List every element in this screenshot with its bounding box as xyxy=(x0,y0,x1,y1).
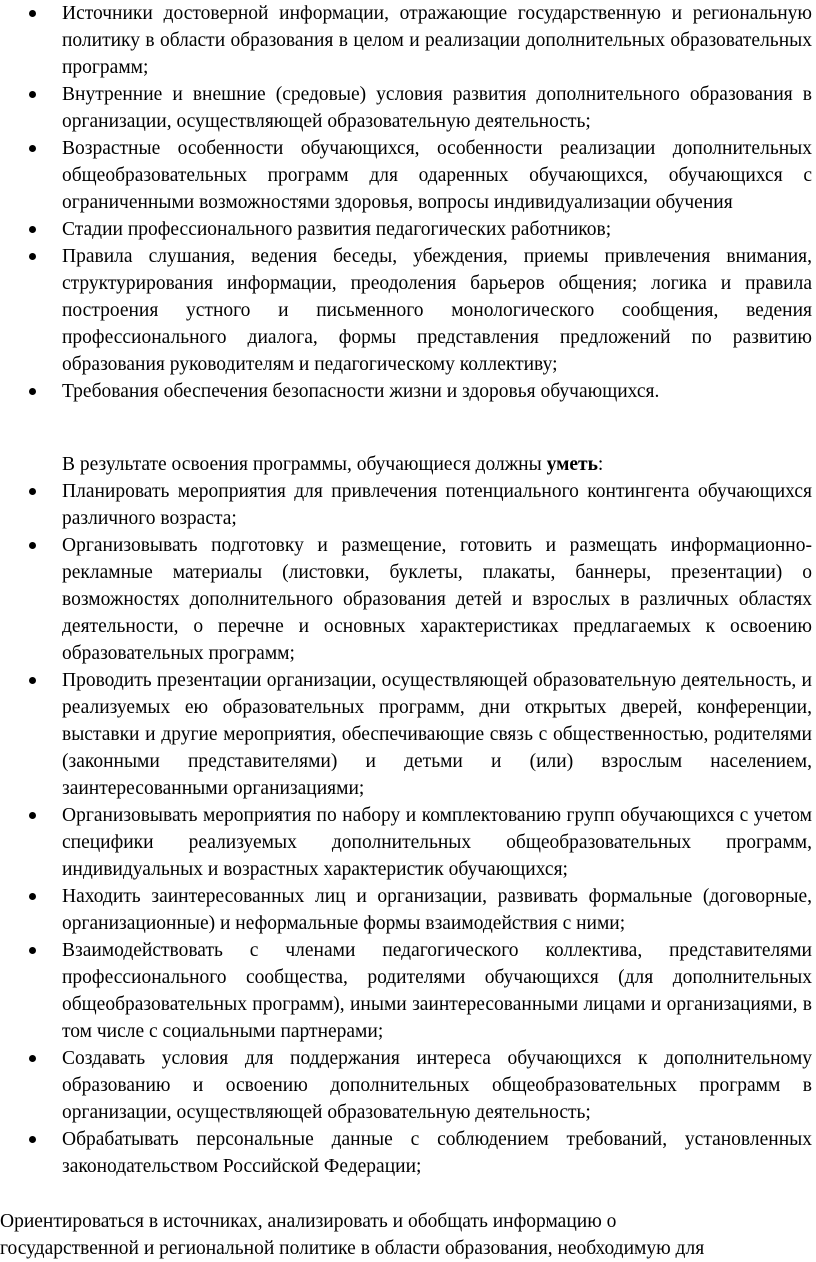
list-item: Стадии профессионального развития педагогических работников; xyxy=(0,216,816,243)
bullet-icon xyxy=(29,91,36,98)
bullet-icon xyxy=(29,947,36,954)
list-item: Взаимодействовать с членами педагогического коллектива, представителями профессионального сообщества, родителями обучающихся (для дополнительных общеобразовательных программ), иными заинтересованными лицами и организациями, в том числе с социальными партнерами; xyxy=(0,937,816,1045)
bullet-icon xyxy=(29,1136,36,1143)
skills-list xyxy=(0,478,816,1180)
bullet-icon xyxy=(29,10,36,17)
trailing-line: государственной и региональной политике в области образования, необходимую для xyxy=(0,1238,705,1259)
bullet-icon xyxy=(29,812,36,819)
list-item: Организовывать мероприятия по набору и комплектованию групп обучающихся с учетом специфики реализуемых дополнительных общеобразовательных программ, индивидуальных и возрастных характеристик обучающихся; xyxy=(0,802,816,883)
list-item: Правила слушания, ведения беседы, убеждения, приемы привлечения внимания, структурирования информации, преодоления барьеров общения; логика и правила построения устного и письменного монологического сообщения, ведения профессионального диалога, формы представления предложений по развитию образования руководителям и педагогическому коллективу; xyxy=(0,243,816,378)
list-item: Организовывать подготовку и размещение, готовить и размещать информационно-рекламные материалы (листовки, буклеты, плакаты, баннеры, презентации) о возможностях дополнительного образования детей и взрослых в различных областях деятельности, о перечне и основных характеристиках предлагаемых к освоению образовательных программ; xyxy=(0,532,816,667)
skills-intro-emphasis: уметь xyxy=(546,454,598,475)
bullet-icon xyxy=(29,488,36,495)
list-item: Создавать условия для поддержания интереса обучающихся к дополнительному образованию и освоению дополнительных общеобразовательных программ в организации, осуществляющей образовательную деятельность; xyxy=(0,1045,816,1126)
list-item: Требования обеспечения безопасности жизни и здоровья обучающихся. xyxy=(0,378,816,405)
knowledge-list xyxy=(0,0,816,405)
trailing-paragraph xyxy=(0,1208,816,1262)
bullet-icon xyxy=(29,677,36,684)
list-item: Источники достоверной информации, отражающие государственную и региональную политику в области образования в целом и реализации дополнительных образовательных программ; xyxy=(0,0,816,81)
bullet-icon xyxy=(29,542,36,549)
list-item: Планировать мероприятия для привлечения потенциального контингента обучающихся различного возраста; xyxy=(0,478,816,532)
skills-intro-paragraph: В результате освоения программы, обучающиеся должны уметь: xyxy=(62,454,604,475)
bullet-icon xyxy=(29,893,36,900)
bullet-icon xyxy=(29,145,36,152)
trailing-line: Ориентироваться в источниках, анализировать и обобщать информацию о xyxy=(0,1211,617,1232)
bullet-icon xyxy=(29,388,36,395)
bullet-icon xyxy=(29,1055,36,1062)
list-item: Проводить презентации организации, осуществляющей образовательную деятельность, и реализуемых ею образовательных программ, дни открытых дверей, конференции, выставки и другие мероприятия, обеспечивающие связь с общественностью, родителями (законными представителями) и детьми и (или) взрослым населением, заинтересованными организациями; xyxy=(0,667,816,802)
list-item: Обрабатывать персональные данные с соблюдением требований, установленных законодательством Российской Федерации; xyxy=(0,1126,816,1180)
list-item: Возрастные особенности обучающихся, особенности реализации дополнительных общеобразовательных программ для одаренных обучающихся, обучающихся с ограниченными возможностями здоровья, вопросы индивидуализации обучения xyxy=(0,135,816,216)
bullet-icon xyxy=(29,226,36,233)
list-item: Находить заинтересованных лиц и организации, развивать формальные (договорные, организационные) и неформальные формы взаимодействия с ними; xyxy=(0,883,816,937)
bullet-icon xyxy=(29,253,36,260)
list-item: Внутренние и внешние (средовые) условия развития дополнительного образования в организации, осуществляющей образовательную деятельность; xyxy=(0,81,816,135)
